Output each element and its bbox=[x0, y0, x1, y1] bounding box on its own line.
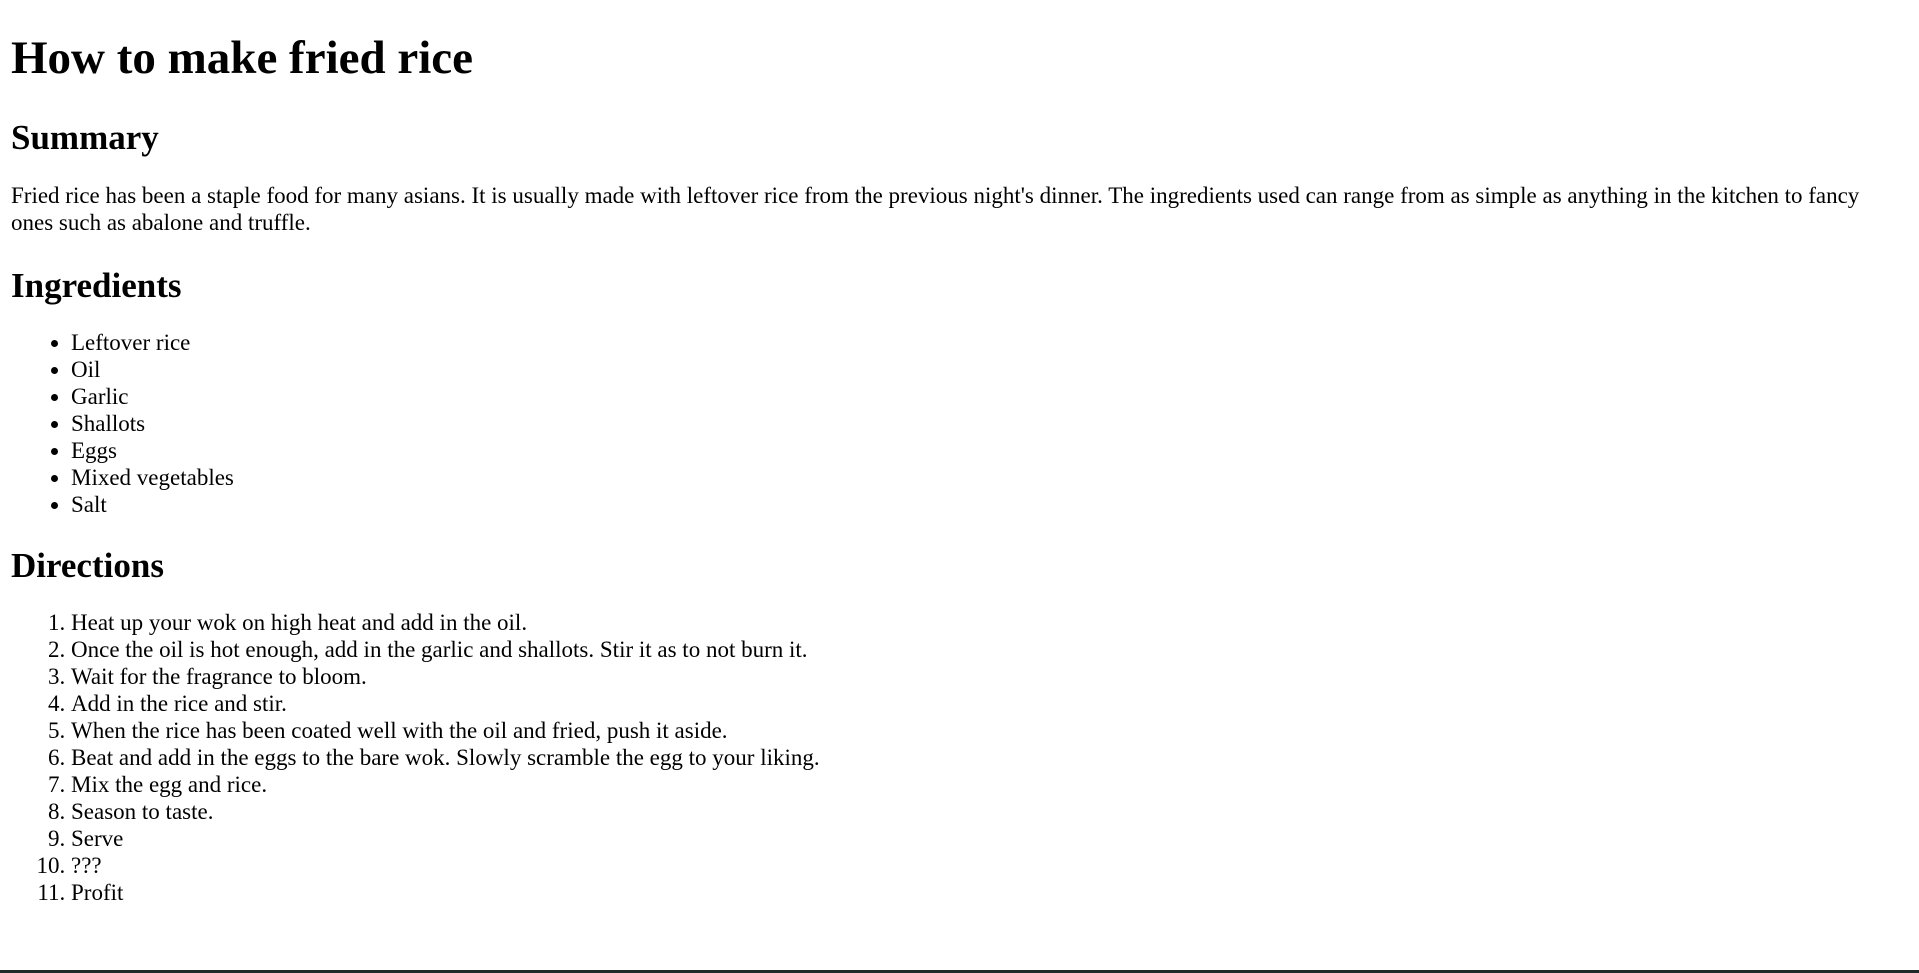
direction-step: 11. Profit bbox=[71, 879, 1906, 906]
directions-list bbox=[11, 609, 1906, 906]
ingredient-item: • Garlic bbox=[71, 383, 1906, 410]
direction-step: 8. Season to taste. bbox=[71, 798, 1906, 825]
page-title: How to make fried rice bbox=[11, 32, 474, 84]
ingredient-item: • Leftover rice bbox=[71, 329, 1906, 356]
directions-heading: Directions bbox=[11, 546, 164, 585]
ingredient-item: • Shallots bbox=[71, 410, 1906, 437]
direction-step: 7. Mix the egg and rice. bbox=[71, 771, 1906, 798]
ingredient-item: • Mixed vegetables bbox=[71, 464, 1906, 491]
summary-paragraph: Fried rice has been a staple food for many asians. It is usually made with leftover rice from the previous night's dinner. The ingredients used can range from as simple as anything in the kitchen to fancy ones such as abalone and truffle. bbox=[11, 183, 1860, 235]
ingredients-heading: Ingredients bbox=[11, 266, 182, 305]
direction-step: 1. Heat up your wok on high heat and add in the oil. bbox=[71, 609, 1906, 636]
recipe-page bbox=[11, 0, 1906, 906]
direction-step: 2. Once the oil is hot enough, add in the garlic and shallots. Stir it as to not burn it. bbox=[71, 636, 1906, 663]
ingredients-list bbox=[11, 329, 1906, 518]
direction-step: 4. Add in the rice and stir. bbox=[71, 690, 1906, 717]
summary-heading: Summary bbox=[11, 118, 159, 157]
direction-step: 5. When the rice has been coated well with the oil and fried, push it aside. bbox=[71, 717, 1906, 744]
direction-step: 9. Serve bbox=[71, 825, 1906, 852]
direction-step: 6. Beat and add in the eggs to the bare wok. Slowly scramble the egg to your liking. bbox=[71, 744, 1906, 771]
direction-step: 3. Wait for the fragrance to bloom. bbox=[71, 663, 1906, 690]
ingredient-item: • Eggs bbox=[71, 437, 1906, 464]
direction-step: 10. ??? bbox=[71, 852, 1906, 879]
ingredient-item: • Oil bbox=[71, 356, 1906, 383]
ingredient-item: • Salt bbox=[71, 491, 1906, 518]
